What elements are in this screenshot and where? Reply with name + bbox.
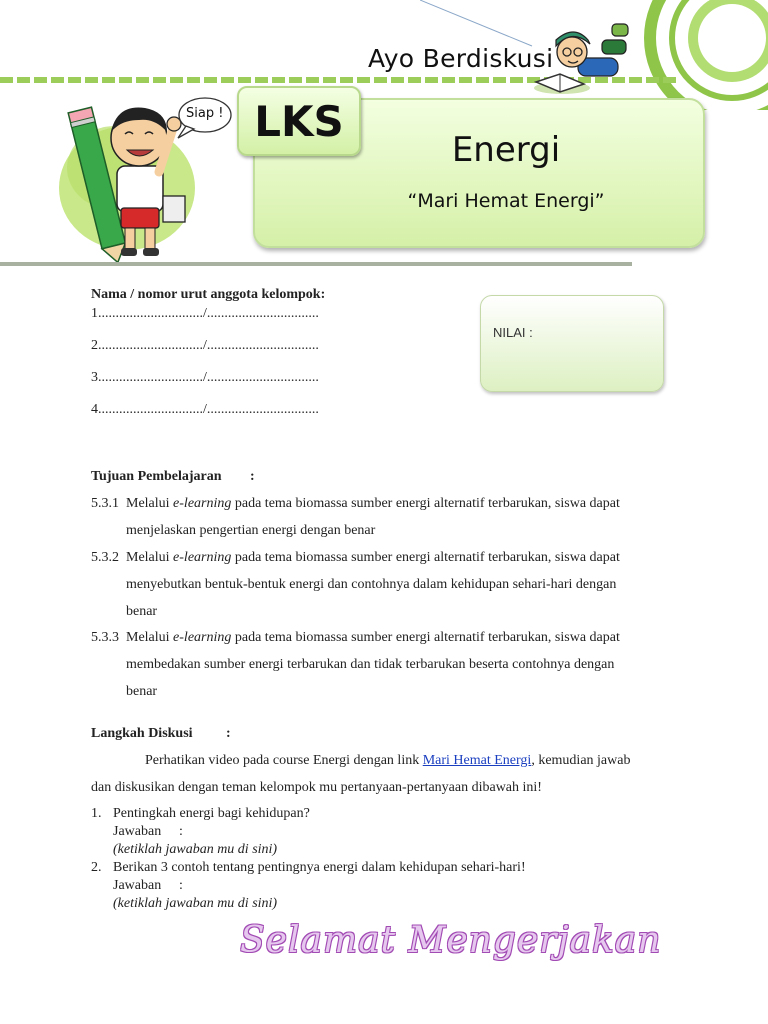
- answer-hint[interactable]: (ketiklah jawaban mu di sini): [113, 842, 278, 857]
- member-line-3[interactable]: 3............................../................................: [91, 370, 319, 385]
- steps-colon: :: [226, 726, 231, 741]
- objective-emphasis: e-learning: [173, 630, 232, 645]
- objectives-colon: :: [250, 469, 255, 484]
- steps-intro-line2: dan diskusikan dengan teman kelompok mu pertanyaan-pertanyaan dibawah ini!: [91, 780, 542, 795]
- answer-colon: :: [179, 878, 183, 893]
- member-line-1[interactable]: 1............................../................................: [91, 306, 319, 321]
- member-line-2[interactable]: 2............................../................................: [91, 338, 319, 353]
- steps-intro: Perhatikan video pada course Energi dengan link Mari Hemat Energi, kemudian jawab: [145, 753, 631, 768]
- lks-badge: LKS: [237, 86, 361, 156]
- member-line-4[interactable]: 4............................../................................: [91, 402, 319, 417]
- objective-number: 5.3.1: [91, 496, 119, 511]
- decorative-line-icon: [420, 0, 540, 50]
- objective-item: 5.3.1 Melalui e-learning pada tema biomassa sumber energi alternatif terbarukan, siswa dapat menjelaskan pengertian energi dengan benar: [91, 496, 620, 538]
- members-heading: Nama / nomor urut anggota kelompok:: [91, 287, 326, 302]
- objectives-heading: Tujuan Pembelajaran: [91, 469, 222, 484]
- reading-boy-icon: [532, 18, 638, 98]
- score-label: NILAI :: [493, 325, 533, 340]
- page-title: Energi: [451, 130, 561, 170]
- score-box[interactable]: [480, 295, 664, 392]
- members-list: [91, 306, 319, 434]
- objective-number: 5.3.3: [91, 630, 119, 645]
- objective-number: 5.3.2: [91, 550, 119, 565]
- header-tag: Ayo Berdiskusi: [368, 44, 554, 73]
- question-number: 2.: [91, 860, 102, 875]
- video-link[interactable]: Mari Hemat Energi: [422, 753, 532, 768]
- answer-colon: :: [179, 824, 183, 839]
- page-tagline: “Mari Hemat Energi”: [407, 190, 605, 212]
- speech-bubble-text: Siap !: [186, 106, 224, 121]
- question-number: 1.: [91, 806, 102, 821]
- closing-message: Selamat Mengerjakan: [240, 920, 662, 961]
- answer-label: Jawaban: [113, 878, 162, 893]
- question-text: Berikan 3 contoh tentang pentingnya energi dalam kehidupan sehari-hari!: [113, 860, 526, 875]
- objective-item: 5.3.3 Melalui e-learning pada tema biomassa sumber energi alternatif terbarukan, siswa dapat membedakan sumber energi terbarukan dan tidak terbarukan beserta contohnya dengan benar: [91, 630, 620, 699]
- objective-emphasis: e-learning: [173, 550, 232, 565]
- header-bottom-divider: [0, 262, 632, 266]
- question-text: Pentingkah energi bagi kehidupan?: [113, 806, 310, 821]
- objective-item: 5.3.2 Melalui e-learning pada tema biomassa sumber energi alternatif terbarukan, siswa dapat menyebutkan bentuk-bentuk energi dan contohnya dalam kehidupan sehari-hari dengan benar: [91, 550, 620, 619]
- steps-heading: Langkah Diskusi: [91, 726, 193, 741]
- answer-hint[interactable]: (ketiklah jawaban mu di sini): [113, 896, 278, 911]
- answer-label: Jawaban: [113, 824, 162, 839]
- objective-emphasis: e-learning: [173, 496, 232, 511]
